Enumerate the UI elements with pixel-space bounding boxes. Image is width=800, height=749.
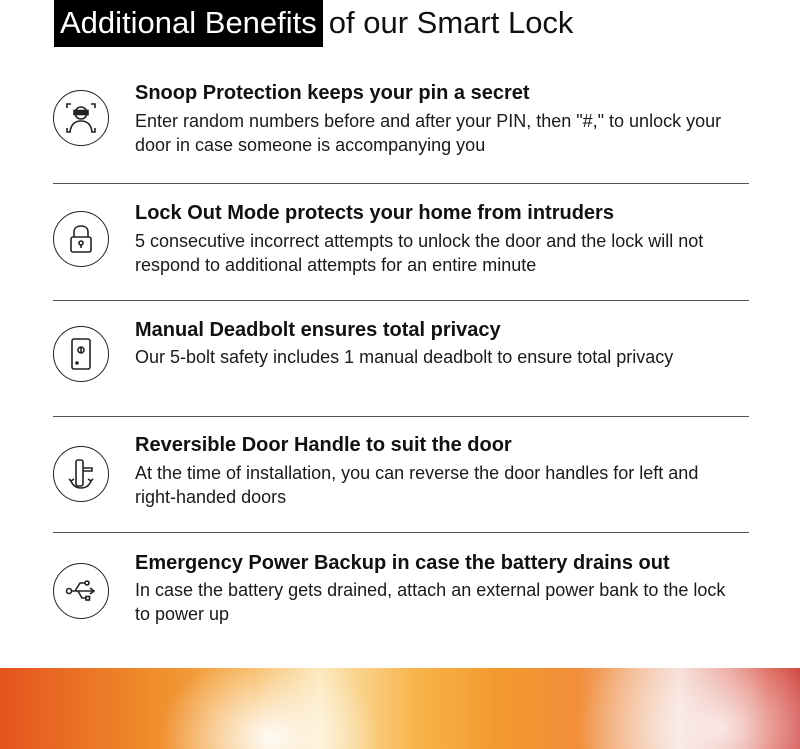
divider (53, 532, 749, 533)
feature-description: 5 consecutive incorrect attempts to unlock the door and the lock will not respond to additional attempts for an entire minute (135, 231, 704, 275)
feature-description: At the time of installation, you can reverse the door handles for left and right-handed doors (135, 463, 699, 507)
page-title (54, 0, 573, 46)
feature-title: Snoop Protection keeps your pin a secret (135, 82, 530, 104)
feature-title: Emergency Power Backup in case the battery drains out (135, 552, 670, 574)
divider (53, 183, 749, 184)
padlock-icon (53, 211, 109, 267)
feature-description: In case the battery gets drained, attach an external power bank to the lock to power up (135, 580, 726, 624)
feature-title: Manual Deadbolt ensures total privacy (135, 319, 501, 341)
feature-description: Our 5-bolt safety includes 1 manual deadbolt to ensure total privacy (135, 347, 674, 367)
feature-description: Enter random numbers before and after your PIN, then "#," to unlock your door in case someone is accompanying you (135, 111, 722, 155)
decorative-gradient-banner (0, 668, 800, 749)
usb-icon (53, 563, 109, 619)
feature-title: Reversible Door Handle to suit the door (135, 434, 512, 456)
title-highlight: Additional Benefits (54, 0, 323, 47)
masked-person-icon (53, 90, 109, 146)
divider (53, 416, 749, 417)
title-rest: of our Smart Lock (328, 5, 574, 40)
feature-title: Lock Out Mode protects your home from intruders (135, 202, 614, 224)
divider (53, 300, 749, 301)
deadbolt-icon (53, 326, 109, 382)
door-handle-icon (53, 446, 109, 502)
